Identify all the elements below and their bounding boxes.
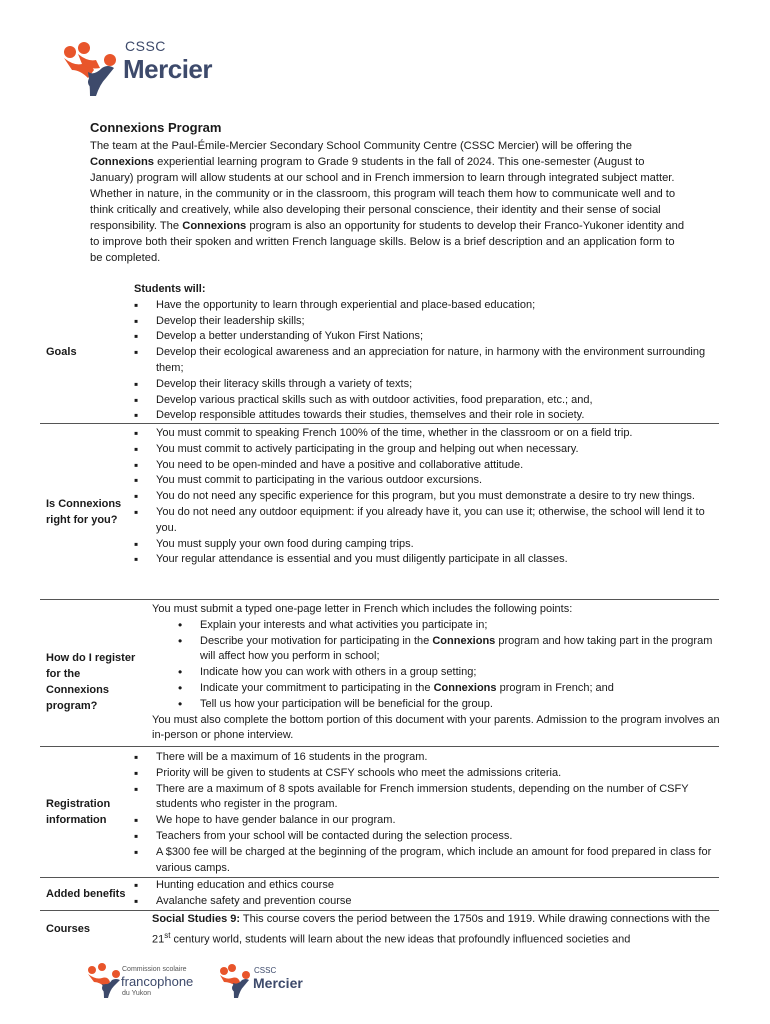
list-item: • Indicate how you can work with others in a group setting; — [152, 665, 722, 681]
intro-text-3: program is also an opportunity for students to develop their Franco-Yukoner identity and to improve both their spoken and written French language skills. Below is a brief description and an application form to be completed. — [90, 220, 685, 264]
list-item: ▪ You must commit to speaking French 100% of the time, whether in the classroom or on a field trip. — [130, 426, 722, 442]
list-item: ▪ You must commit to actively participating in the group and helping out when necessary. — [130, 442, 722, 458]
list-item: ▪ You must commit to participating in the various outdoor excursions. — [130, 473, 722, 489]
list-item: ▪ You do not need any specific experience for this program, but you must demonstrate a desire to try new things. — [130, 489, 722, 505]
list-item: ▪ There are a maximum of 8 spots available for French immersion students, depending on the number of CSFY students who register in the program. — [130, 782, 722, 814]
footer-logo-mercier: Mercier — [253, 975, 303, 991]
divider — [40, 910, 719, 911]
register-item2-bold: Connexions — [432, 634, 496, 647]
register-item2-text-end: program and how taking part in the program will affect how you perform in school; — [200, 634, 713, 663]
logo-text-mercier: Mercier — [123, 54, 212, 84]
registration-info-label: Registration information — [46, 798, 111, 826]
list-item: ▪ There will be a maximum of 16 students in the program. — [130, 750, 722, 766]
list-item: ▪ Avalanche safety and prevention course — [130, 894, 722, 910]
course-sup: st — [164, 930, 171, 940]
list-item: ▪ You need to be open-minded and have a positive and collaborative attitude. — [130, 458, 722, 474]
list-item: ▪ Develop their literacy skills through a variety of texts; — [130, 377, 722, 393]
registration-info-section — [40, 750, 720, 876]
courses-label: Courses — [46, 923, 91, 935]
goals-heading: Students will: — [134, 283, 206, 295]
register-item4-text-end: program in French; and — [496, 681, 614, 694]
list-item: ▪ Develop responsible attitudes towards their studies, themselves and their role in society. — [130, 408, 722, 424]
intro-bold-1: Connexions — [90, 156, 155, 168]
course-text-2: century world, students will learn about the new ideas that profoundly influenced societies and — [170, 933, 631, 946]
list-item: ▪ Hunting education and ethics course — [130, 878, 722, 894]
page-title: Connexions Program — [90, 120, 222, 135]
list-item: ▪ You must supply your own food during camping trips. — [130, 537, 722, 553]
list-item: ▪ Have the opportunity to learn through experiential and place-based education; — [130, 298, 722, 314]
list-item: ▪ Develop a better understanding of Yukon First Nations; — [130, 329, 722, 345]
register-intro: You must submit a typed one-page letter in French which includes the following points: — [152, 603, 573, 615]
register-item2-text: Describe your motivation for participating in the — [200, 634, 433, 647]
list-item: • Explain your interests and what activities you participate in; — [152, 618, 722, 634]
register-list — [152, 618, 722, 713]
course-text-1: This course covers the period between the 1750s and 1919. While drawing connections with the 21 — [152, 913, 711, 946]
added-benefits-list — [130, 878, 722, 910]
list-item: ▪ Develop their leadership skills; — [130, 314, 722, 330]
csfy-line-1: Commission scolaire — [122, 966, 187, 973]
cssc-mercier-mark-icon — [60, 40, 124, 104]
added-benefits-label: Added benefits — [46, 888, 126, 900]
divider — [40, 746, 719, 747]
right-for-you-label: Is Connexions right for you? — [46, 498, 122, 526]
list-item: ▪ Your regular attendance is essential and you must diligently participate in all classes. — [130, 552, 722, 568]
register-item4-bold: Connexions — [433, 681, 497, 694]
logo-text-cssc: CSSC — [125, 38, 166, 54]
goals-section — [40, 282, 720, 422]
csfy-line-2: francophone — [121, 974, 194, 989]
list-item: ▪ A $300 fee will be charged at the beginning of the program, which include an amount for food prepared in class for various camps. — [130, 845, 722, 877]
list-item — [152, 634, 722, 666]
register-section — [40, 602, 720, 746]
list-item: ▪ Priority will be given to students at CSFY schools who meet the admissions criteria. — [130, 766, 722, 782]
courses-section — [40, 912, 720, 948]
divider — [40, 599, 719, 600]
list-item: ▪ Develop their ecological awareness and an appreciation for nature, in harmony with the environment surrounding them; — [130, 345, 722, 377]
right-for-you-section — [40, 426, 720, 596]
registration-info-list — [130, 750, 722, 876]
course-title: Social Studies 9: — [152, 913, 241, 925]
goals-label: Goals — [46, 346, 77, 358]
register-label: How do I register for the Connexions program? — [46, 652, 136, 712]
added-benefits-section — [40, 878, 720, 910]
right-for-you-list — [130, 426, 722, 568]
list-item: ▪ Develop various practical skills such as with outdoor activities, food preparation, etc.; and, — [130, 393, 722, 409]
intro-paragraph — [90, 138, 690, 266]
csfy-mark-icon — [86, 962, 122, 1000]
list-item: • Tell us how your participation will be beneficial for the group. — [152, 697, 722, 713]
csfy-logo — [86, 962, 216, 1002]
divider — [40, 423, 719, 424]
csfy-line-3: du Yukon — [122, 990, 152, 997]
cssc-mercier-footer-mark-icon — [218, 964, 252, 1000]
intro-section — [90, 120, 690, 266]
goals-list — [130, 298, 722, 424]
intro-text-1: The team at the Paul-Émile-Mercier Secondary School Community Centre (CSSC Mercier) will be offering the — [90, 140, 632, 152]
courses-social-studies — [152, 912, 722, 948]
intro-bold-2: Connexions — [182, 220, 247, 232]
footer-logo-cssc: CSSC — [254, 966, 277, 975]
register-outro: You must also complete the bottom portion of this document with your parents. Admission to the program involves an in-person or phone interview. — [152, 713, 720, 742]
list-item: ▪ We hope to have gender balance in our program. — [130, 813, 722, 829]
cssc-mercier-footer-logo — [218, 962, 308, 1002]
list-item — [152, 681, 722, 697]
list-item: ▪ You do not need any outdoor equipment: if you already have it, you can use it; otherwise, the school will lend it to you. — [130, 505, 722, 537]
register-item4-text: Indicate your commitment to participating in the — [200, 681, 434, 694]
list-item: ▪ Teachers from your school will be contacted during the selection process. — [130, 829, 722, 845]
intro-text-2: experiential learning program to Grade 9 students in the fall of 2024. This one-semester (August to January) program will allow students at our school and in French immersion to learn through integrated subject matter. Whether in nature, in the community or in the classroom, this program will teach them how to communicate well and to think critically and creatively, while also developing their personal conscience, their identity and their sense of social responsibility. The — [90, 156, 676, 232]
